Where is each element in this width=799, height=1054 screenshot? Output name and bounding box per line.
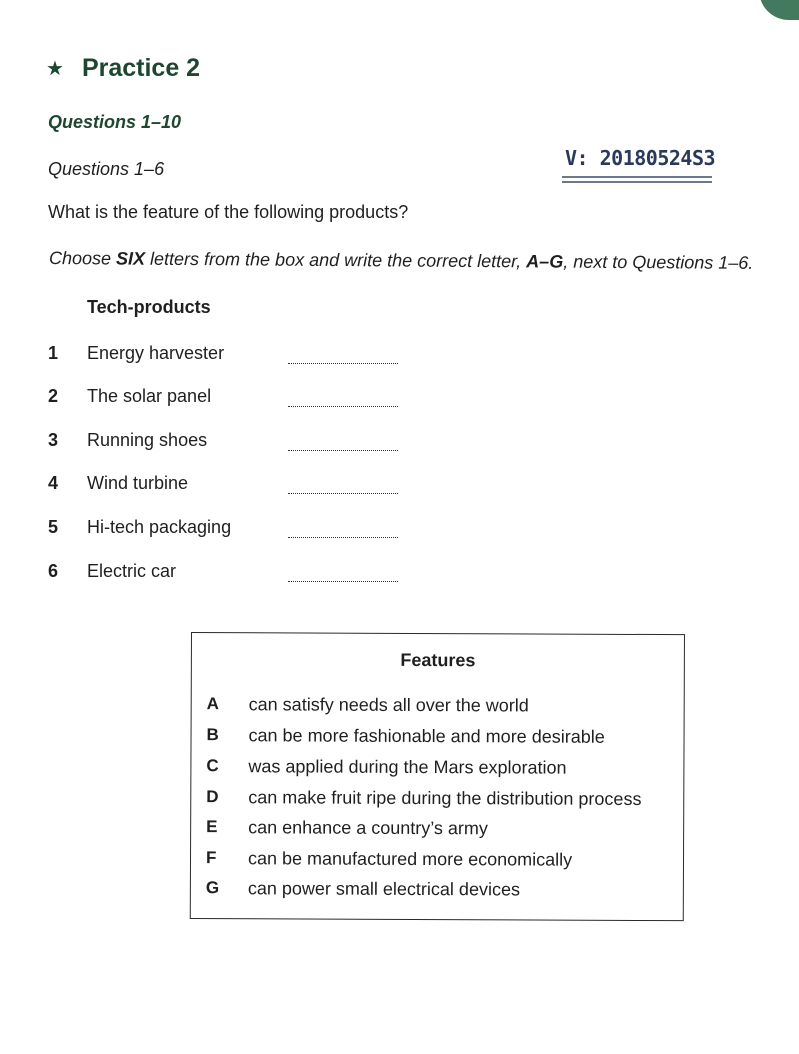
page-corner-tab xyxy=(759,0,799,20)
questions-range: Questions 1–10 xyxy=(48,112,182,132)
star-icon: ★ xyxy=(46,57,64,80)
feature-text: was applied during the Mars exploration xyxy=(248,756,567,778)
page-title: Practice 2 xyxy=(81,54,201,82)
answer-blank[interactable] xyxy=(288,450,398,451)
instruction-text: Choose SIX letters from the box and write the correct letter, A–G, next to Questions 1–6. xyxy=(48,248,754,273)
list-heading: Tech-products xyxy=(87,297,211,317)
version-underline xyxy=(562,181,712,183)
feature-letter: F xyxy=(205,848,217,868)
answer-blank[interactable] xyxy=(288,537,398,538)
question-number: 1 xyxy=(48,343,59,363)
question-row xyxy=(0,561,799,589)
questions-subrange: Questions 1–6 xyxy=(48,159,165,179)
answer-blank[interactable] xyxy=(288,406,398,407)
version-stamp: V: 20180524S3 xyxy=(565,146,716,170)
question-row xyxy=(0,343,799,371)
question-row xyxy=(0,517,799,545)
question-number: 4 xyxy=(48,473,59,493)
feature-letter: E xyxy=(206,817,218,837)
feature-text: can be manufactured more economically xyxy=(247,848,573,870)
question-number: 6 xyxy=(48,561,59,581)
features-title: Features xyxy=(400,649,476,671)
feature-text: can enhance a country’s army xyxy=(248,817,489,839)
section-heading xyxy=(46,54,200,83)
feature-letter: D xyxy=(206,787,219,807)
feature-letter: G xyxy=(205,878,220,898)
feature-text: can power small electrical devices xyxy=(247,878,521,900)
feature-item xyxy=(191,817,683,845)
feature-item xyxy=(191,878,683,906)
feature-text: can be more fashionable and more desirable xyxy=(248,725,605,747)
question-number: 5 xyxy=(48,517,59,537)
feature-text: can make fruit ripe during the distribution process xyxy=(248,787,642,809)
version-underline xyxy=(562,176,712,178)
answer-blank[interactable] xyxy=(288,581,398,582)
feature-item xyxy=(191,848,683,876)
feature-item xyxy=(192,694,684,722)
answer-blank[interactable] xyxy=(288,363,398,364)
question-label: Running shoes xyxy=(87,430,208,450)
feature-text: can satisfy needs all over the world xyxy=(248,694,529,716)
feature-item xyxy=(191,725,683,753)
question-label: Energy harvester xyxy=(87,343,225,363)
feature-letter: C xyxy=(206,756,219,776)
question-row xyxy=(0,430,799,458)
feature-item xyxy=(191,756,683,784)
question-number: 2 xyxy=(48,386,59,406)
question-row xyxy=(0,386,799,414)
question-label: Wind turbine xyxy=(87,473,189,493)
answer-blank[interactable] xyxy=(288,493,398,494)
feature-letter: B xyxy=(206,725,219,745)
question-prompt: What is the feature of the following products? xyxy=(48,202,409,222)
question-label: Hi-tech packaging xyxy=(87,517,232,537)
question-row xyxy=(0,473,799,501)
question-number: 3 xyxy=(48,430,59,450)
features-box xyxy=(190,632,685,921)
question-label: Electric car xyxy=(87,561,177,581)
question-label: The solar panel xyxy=(87,386,212,406)
feature-item xyxy=(191,787,683,815)
feature-letter: A xyxy=(206,694,220,714)
